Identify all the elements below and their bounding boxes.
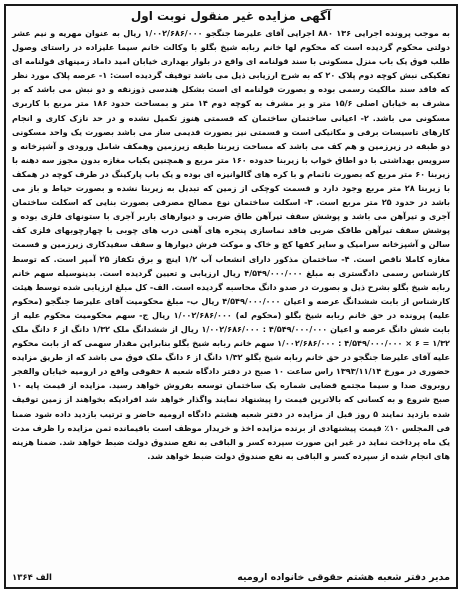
notice-title: آگهی مزایده غیر منقول نوبت اول <box>130 9 332 23</box>
notice-reference: الف ۱۳۶۴ <box>12 573 52 583</box>
notice-footer <box>12 572 450 584</box>
auction-notice <box>4 4 458 589</box>
notice-body: به موجب پرونده اجرایی ۱۳۶ ۸۸۰ اجرایی آقای علیرضا جنگجو ۱/۰۰۲/۶۸۶/۰۰۰ ریال به عنوان مهریه و نیم عشر دولتی محکوم گردیده است که محکوم لها خانم ربابه شیخ بگلو با وکالت خانم سیما علیزاده در راستای وصول طلب فوق یک باب منزل مسکونی با سند قولنامه ای واقع در بلوار بهداری خیابان امید داماد زمینهای قولنامه ای تفکیکی نبش کوچه دوم پلاک ۲۰ که به شرح ارزیابی ذیل می باشد توقیف گردیده است: ۱- عرصه پلاک مورد نظر که فاقد سند مالکیت رسمی بوده و بصورت قولنامه ای است بشکل هندسی ذوزنقه و دو نبش می باشد که بر مشرف به خیابان اصلی ۱۵/۶ متر و بر مشرف به کوچه دوم ۱۴ متر و بمساحت حدود ۱۸۶ متر مربع با کاربری مسکونی می باشد. ۲- اعیانی ساختمان ساختمان که قسمتی هنوز تکمیل نشده و در حد نازک کاری و انجام کارهای تاسیسات برقی و مکانیکی است و قسمتی نیز بصورت قدیمی ساز می باشد بصورت یک واحد مسکونی دو طبقه در زیرزمین و هم کف می باشد که مساحت زیربنا طبقه زیرزمین وهمکف شامل ورودی و آشپزخانه و سرویس بهداشتی با دو اطاق خواب با زیربنا حدوده ۱۶۰ متر مربع و همچنین یکباب مغازه بدون مجوز سه دهنه با زیربنا ۶۰ متر مربع که بصورت ناتمام و با کره های گالوانیزه ای بوده و یک باب پارکینگ در طرف کوچه در همکف با زیربنا ۲۸ متر مربع وجود دارد و قسمت کوچکی از زمین که تبدیل به زیربنا نشده و بصورت حیاط و باز می باشد در حدود ۲۵ متر مربع است. ۳- اسکلت ساختمان نوع مصالح مصرفی بصورت بنایی که اسکلت ساختمان آجری و تیرآهن می باشد و پوشش سقف تیرآهن طاق ضربی و دیوارهای باربر آجری با ستونهای فلزی بوده و پوشش سقف تیرآهن طاقک ضربی فاقد نماسازی پنجره های آهنی درب های چوبی با چهارچوبهای فلزی کف سالن و آشپزخانه سرامیک و سایر کفها کچ و خاک و موکت فرش دیوارها و سقف سفیدکاری زیرزمین و قسمت مغازه کاملا ناقص است. ۴- ساختمان مذکور دارای انشعاب آب ۱/۲ اینچ و برق تکفاز ۲۵ آمپر است. که توسط کارشناس رسمی دادگستری به مبلغ ۴/۵۴۹/۰۰۰/۰۰۰ ریال ارزیابی و تعیین گردیده است. بدینوسیله سهم خانم ربابه شیخ بگلو بشرح ذیل و بصورت در صدو دانگ محاسبه گردیده است. الف- کل مبلغ ارزیابی شده توسط هیئت کارشناس از بابت ششدانگ عرصه و اعیان ۴/۵۴۹/۰۰۰/۰۰۰ ریال ب- مبلغ محکومیت آقای علیرضا جنگجو (محکوم علیه) پرونده در حق خانم ربابه شیخ بگلو (محکوم له) ۱/۰۰۲/۶۸۶/۰۰۰ ریال ج- سهم محکومیت محکوم علیه از بابت شش دانگ عرصه و اعیان ۴/۵۴۹/۰۰۰/۰۰۰ : ۱/۰۰۲/۶۸۶/۰۰۰ ریال از ششدانگ ملک ۱/۳۲ دانگ از ۶ دانگ ملک ۱/۳۲ = ۶ × ۴/۵۴۹/۰۰۰/۰۰۰ : ۱/۰۰۲/۶۸۶/۰۰۰ سهم خانم ربابه شیخ بگلو بنابراین مقدار سهمی که از بابت محکوم علیه آقای علیرضا جنگجو در حق خانم ربابه شیخ بگلو ۱/۳۲ دانگ از ۶ دانگ ملک فوق می باشد که از طریق مزایده حضوری در مورخ ۱۳۹۳/۱۱/۱۴ راس ساعت ۱۰ صبح در دفتر دادگاه شعبه ۸ حقوقی واقع در ارومیه خیابان والفجر روبروی صدا و سیما مجتمع قضایی شماره یک ساختمان توسعه بفروش خواهد رسید. مزایده از قیمت پایه ۱۰ صبح شروع و به کسانی که بالاترین قیمت را پیشنهاد نمایند واگذار خواهد شد افرادیکه بخواهند از زمین توقیف شده بازدید نمایند ۵ روز قبل از مزایده در دفتر شعبه هشتم دادگاه ارومیه حاضر و ترتیب بازدید داده شود ضمنا فی المجلس ۱۰٪ قیمت پیشنهادی از برنده مزایده اخذ و خریدار موظف است باقیمانده ثمن مزایده را ظرف مدت یک ماه پرداخت نماید در غیر این صورت سپرده کسر و الباقی به نفع صندوق دولت ضبط خواهد شد. ضمنا هزینه های انجام شده از سپرده کسر و الباقی به نفع صندوق دولت ضبط خواهد شد. <box>12 28 451 461</box>
notice-signature: مدیر دفتر شعبه هشتم حقوقی خانواده ارومیه <box>237 572 450 583</box>
